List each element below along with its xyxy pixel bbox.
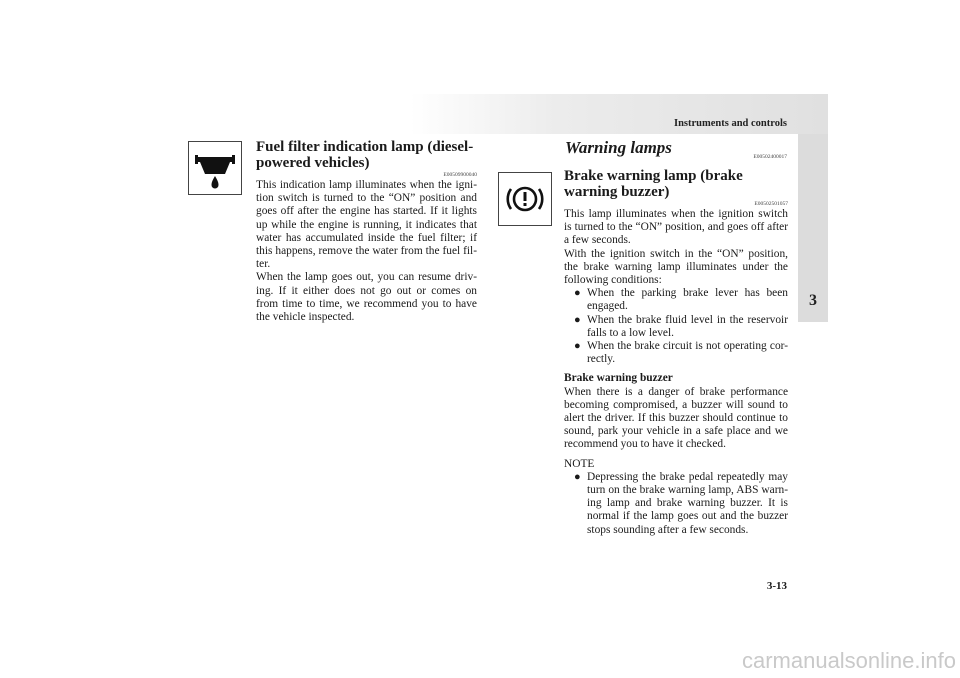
chapter-title: Instruments and controls [674, 118, 787, 129]
fuel-filter-icon [192, 145, 238, 191]
section-code: E00502501057 [754, 201, 788, 207]
page-number: 3-13 [766, 580, 787, 592]
fuel-filter-icon-box [188, 141, 242, 195]
brake-warning-icon [503, 177, 547, 221]
left-column [256, 139, 477, 324]
brake-warning-heading: Brake warning lamp (brake warning buzzer) [564, 168, 743, 200]
bullet-icon: ● [574, 340, 581, 353]
watermark: carmanualsonline.info [741, 648, 956, 673]
buzzer-subheading: Brake warning buzzer [564, 372, 673, 385]
list-item [574, 314, 788, 340]
bullet-text: When the brake circuit is not operating cor-rectly. [587, 340, 788, 366]
brake-paragraph-1: This lamp illuminates when the ignition switch is turned to the “ON” position, and goes off after a few seconds. [564, 208, 788, 247]
brake-warning-icon-box [498, 172, 552, 226]
bullet-icon: ● [574, 313, 581, 326]
chapter-number: 3 [809, 292, 817, 309]
list-item [574, 287, 788, 313]
fuel-filter-paragraph-2: When the lamp goes out, you can resume driv-ing. If it either does not go out or comes on from time to time, we recommend you to have the vehicle inspected. [256, 271, 477, 324]
brake-paragraph-3: When there is a danger of brake performance becoming compromised, a buzzer will sound to alert the driver. If this buzzer should continue to sound, park your vehicle in a safe place and we recommend you to have it checked. [564, 385, 788, 451]
bullet-text: When the brake fluid level in the reservoir falls to a low level. [587, 313, 788, 339]
bullet-icon: ● [574, 287, 581, 300]
note-item [574, 471, 788, 537]
bullet-icon: ● [574, 470, 581, 483]
brake-paragraph-2: With the ignition switch in the “ON” position, the brake warning lamp illuminates under the following conditions: [564, 247, 788, 287]
fuel-filter-paragraph-1: This indication lamp illuminates when the igni-tion switch is turned to the “ON” position and goes off after the engine has started. If it lights up while the engine is running, it indicates that water has accumulated inside the fuel filter; if this happens, remove the water from the fuel fil-ter. [256, 179, 477, 271]
right-column [564, 168, 788, 537]
note-text: Depressing the brake pedal repeatedly may turn on the brake warning lamp, ABS warn-ing lamp and brake warning buzzer. It is normal if the lamp goes out and the buzzer stops sounding after a few seconds. [587, 470, 788, 536]
bullet-text: When the parking brake lever has been engaged. [587, 287, 788, 313]
section-code: E00509900040 [443, 172, 477, 178]
section-title: Warning lamps [565, 138, 672, 157]
note-label: NOTE [564, 457, 595, 470]
fuel-filter-heading: Fuel filter indication lamp (diesel-powered vehicles) [256, 139, 474, 171]
section-code: E00502400017 [753, 154, 787, 160]
chapter-tab[interactable] [798, 134, 828, 322]
list-item [574, 340, 788, 366]
